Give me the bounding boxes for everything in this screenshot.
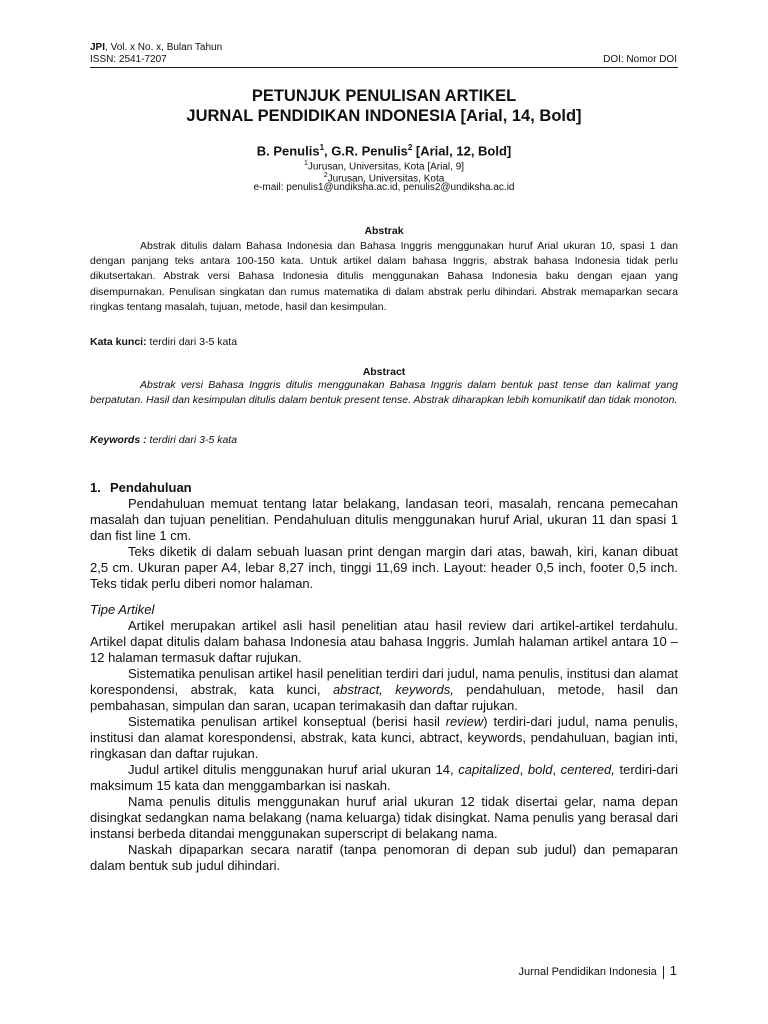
subsection-heading: Tipe Artikel: [90, 602, 155, 617]
title-line-1: PETUNJUK PENULISAN ARTIKEL: [251, 87, 517, 105]
text-run: Sistematika penulisan artikel hasil penelitian terdiri dari judul, nama penulis, institusi dan alamat korespondensi, abstrak, kata kunci,: [90, 666, 678, 697]
paragraph: [90, 714, 678, 762]
author-emails: e-mail: penulis1@undiksha.ac.id, penulis2@undiksha.ac.id: [253, 182, 515, 193]
paragraph: [90, 762, 678, 794]
author-1-sup: 1: [319, 143, 325, 152]
paragraph: Pendahuluan memuat tentang latar belakang, landasan teori, masalah, rencana pemecahan masalah dan tujuan penelitian. Pendahuluan ditulis menggunakan huruf Arial, ukuran 11 dan spasi 1 dan fist line 1 cm.: [90, 496, 678, 543]
title-line-2: JURNAL PENDIDIKAN INDONESIA [Arial, 14, Bold]: [186, 107, 582, 125]
abstract-heading-id: Abstrak: [364, 225, 404, 237]
keywords-text-en: terdiri dari 3-5 kata: [146, 434, 238, 446]
abstract-heading-en: Abstract: [362, 366, 406, 378]
paragraph: Artikel merupakan artikel asli hasil penelitian atau hasil review dari artikel-artikel terdahulu. Artikel dapat ditulis dalam bahasa Indonesia atau bahasa Inggris. Jumlah halaman artikel antara 10 – 12 halaman termasuk daftar rujukan.: [90, 618, 678, 665]
footer-divider: [663, 966, 664, 979]
keywords-en: [90, 434, 678, 446]
page-footer: [519, 963, 677, 979]
author-2-sup: 2: [407, 143, 413, 152]
keywords-id: [90, 336, 678, 348]
affiliation-1-text: Jurusan, Universitas, Kota [Arial, 9]: [307, 161, 465, 173]
article-title: [90, 86, 678, 126]
journal-abbr: JPI: [90, 42, 106, 53]
keywords-label-en: Keywords :: [90, 434, 147, 446]
issn: ISSN: 2541-7207: [90, 54, 167, 65]
paragraph: Teks diketik di dalam sebuah luasan print dengan margin dari atas, bawah, kiri, kanan dibuat 2,5 cm. Ukuran paper A4, lebar 8,27 inch, tinggi 11,69 inch. Layout: header 0,5 inch, footer 0,5 inch. Teks tidak perlu diberi nomor halaman.: [90, 544, 678, 591]
keywords-text-id: terdiri dari 3-5 kata: [146, 336, 238, 348]
section-title: Pendahuluan: [110, 480, 192, 495]
header-divider: [90, 67, 678, 68]
text-run: ,: [552, 762, 561, 777]
author-1: B. Penulis: [256, 143, 320, 159]
affiliation-2-sup: 2: [323, 172, 328, 179]
text-run: terdiri-dari maksimum 15 kata dan menggambarkan isi naskah.: [90, 762, 678, 793]
abstract-text-id: Abstrak ditulis dalam Bahasa Indonesia dan Bahasa Inggris menggunakan huruf Arial ukuran 10, spasi 1 dan dengan panjang teks antara 100-150 kata. Untuk artikel dalam bahasa Inggris, abstrak bahasa Indonesia tidak perlu dikutsertakan. Abstrak versi Bahasa Indonesia ditulis menggunakan Bahasa Indonesia baku dengan ejaan yang disempurnakan. Penulisan singkatan dan rumus matematika di dalam abstrak perlu dihindari. Abstrak memaparkan secara ringkas tentang masalah, tujuan, metode, hasil dan kesimpulan.: [90, 240, 678, 313]
author-format-note: [Arial, 12, Bold]: [412, 143, 512, 159]
italic-run: capitalized: [458, 762, 520, 777]
running-header-left: [90, 42, 222, 66]
keywords-label-id: Kata kunci:: [90, 336, 147, 348]
italic-run: review: [445, 714, 484, 729]
text-run: pendahuluan, metode, hasil dan pembahasan, simpulan dan saran, ucapan terimakasih dan daftar rujukan.: [90, 682, 678, 713]
paragraph: Nama penulis ditulis menggunakan huruf arial ukuran 12 tidak disertai gelar, nama depan disingkat sedangkan nama belakang (nama keluarga) tidak disingkat. Nama penulis yang berasal dari instansi berbeda ditandai menggunakan superscript di belakang nama.: [90, 794, 678, 841]
abstract-text-en: Abstrak versi Bahasa Inggris ditulis menggunakan Bahasa Inggris dalam bentuk past tense dan kalimat yang berpatutan. Hasil dan kesimpulan ditulis dalam bentuk present tense. Abstrak diharapkan lebih komunikatif dan tidak monoton.: [90, 379, 678, 407]
paragraph: Naskah dipaparkan secara naratif (tanpa penomoran di depan sub judul) dan pemaparan dalam bentuk sub judul dihindari.: [90, 842, 678, 873]
affiliation-1-sup: 1: [303, 160, 308, 167]
section-heading: [90, 480, 192, 495]
italic-run: centered,: [560, 762, 615, 777]
text-run: Sistematika penulisan artikel konseptual (berisi hasil: [128, 714, 446, 729]
italic-run: abstract, keywords,: [332, 682, 454, 697]
page-number: 1: [669, 963, 677, 978]
footer-journal-name: Jurnal Pendidikan Indonesia: [518, 966, 657, 978]
paragraph: [90, 666, 678, 714]
text-run: Judul artikel ditulis menggunakan huruf arial ukuran 14,: [128, 762, 459, 777]
affiliation-2-text: Jurusan, Universitas, Kota: [327, 173, 445, 185]
section-body: [90, 496, 678, 592]
author-separator: ,: [324, 143, 332, 159]
author-2: G.R. Penulis: [331, 143, 408, 159]
text-run: ,: [519, 762, 528, 777]
italic-run: bold: [527, 762, 553, 777]
journal-volume: , Vol. x No. x, Bulan Tahun: [105, 42, 223, 53]
subsection-body: [90, 618, 678, 874]
section-number: 1.: [90, 480, 101, 495]
doi: DOI: Nomor DOI: [603, 54, 677, 65]
author-line: [90, 140, 678, 159]
text-run: ) terdiri-dari judul, nama penulis, institusi dan alamat korespondensi, abstrak, kata kunci, abtract, keywords, pendahuluan, bagian inti, ringkasan dan daftar rujukan.: [90, 714, 678, 761]
